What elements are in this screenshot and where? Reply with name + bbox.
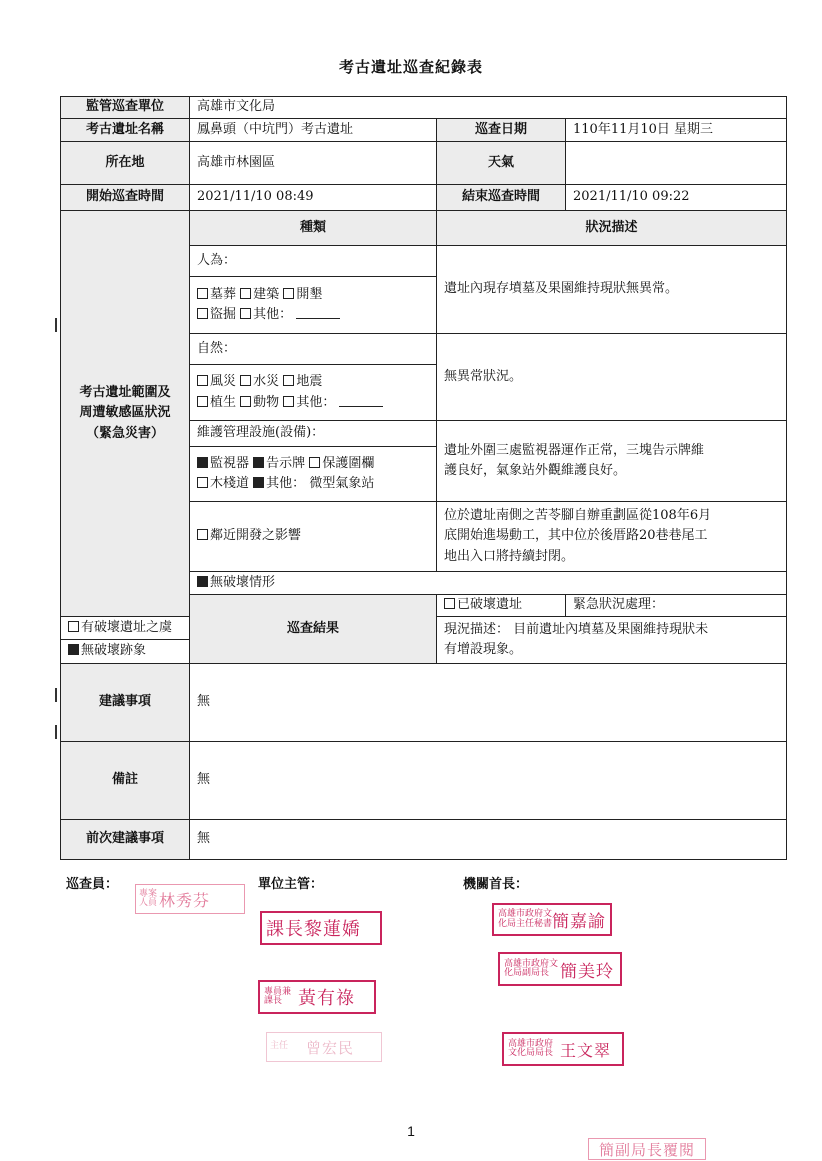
nearby-desc-line: 地出入口將持續封閉。: [444, 548, 575, 564]
section-label-line: 周遭敏感區狀況: [79, 405, 171, 421]
page-number: 1: [407, 1123, 415, 1139]
building-checkbox[interactable]: [240, 288, 251, 299]
center-director-stamp: 主任 曾宏民: [266, 1032, 382, 1062]
location-label: 所在地: [61, 142, 190, 185]
margin-mark: [55, 725, 57, 739]
nearby-desc-line: 位於遺址南側之苦苓腳自辦重劃區從108年6月: [444, 508, 712, 524]
start-time-value: 2021/11/10 08:49: [190, 185, 437, 211]
nearby-description: [437, 502, 787, 572]
result-none-cell: [61, 640, 190, 664]
nature-title: 自然：: [190, 334, 437, 365]
section-label: [61, 211, 190, 617]
damaged-checkbox[interactable]: [444, 598, 455, 609]
facility-title: 維護管理設施(設備)：: [190, 421, 437, 447]
sign-checkbox[interactable]: [253, 457, 264, 468]
result-damaged-cell: [437, 595, 566, 617]
margin-mark: [55, 688, 57, 702]
result-description: [437, 617, 787, 664]
section-chief-stamp: 課長黎蓮嬌: [260, 911, 382, 945]
nearby-checkbox[interactable]: [197, 529, 208, 540]
human-other-label: 其他：: [253, 307, 293, 322]
site-label: 考古遺址名稱: [61, 119, 190, 142]
fence-label: 保護圍欄: [322, 455, 375, 471]
no-damage-label: 無破壞情形: [210, 574, 276, 590]
human-other-checkbox[interactable]: [240, 308, 251, 319]
human-title: 人為：: [190, 246, 437, 277]
emergency-label: 緊急狀況處理：: [566, 595, 787, 617]
previous-row: [61, 820, 787, 860]
weather-value: [566, 142, 787, 185]
facility-other-text: 微型氣象站: [309, 476, 375, 491]
looting-checkbox[interactable]: [197, 308, 208, 319]
head-label: 機關首長：: [463, 877, 529, 892]
date-value: 110年11月10日 星期三: [566, 119, 787, 142]
facility-desc-line: 護良好，氣象站外觀維護良好。: [444, 463, 627, 478]
nature-other-blank: [339, 395, 383, 407]
nature-other-checkbox[interactable]: [283, 396, 294, 407]
facility-other-label: 其他：: [266, 476, 306, 491]
nearby-option: [190, 502, 437, 572]
result-desc-line: 有增設現象。: [444, 642, 523, 657]
secretary-stamp: 高雄市政府文化局主任秘書 簡嘉諭: [492, 903, 612, 936]
supervisor-label: 單位主管：: [258, 877, 324, 892]
nearby-desc-line: 底開始進場動工，其中位於後厝路20巷巷尾工: [444, 528, 708, 544]
end-time-value: 2021/11/10 09:22: [566, 185, 787, 211]
result-risk-cell: [61, 617, 190, 640]
no-trace-checkbox[interactable]: [68, 644, 79, 655]
typhoon-label: 風災: [210, 374, 237, 390]
monitor-checkbox[interactable]: [197, 457, 208, 468]
earthquake-checkbox[interactable]: [283, 375, 294, 386]
time-row: [61, 185, 787, 211]
suggestion-value: 無: [190, 664, 787, 742]
remark-label: 備註: [61, 742, 190, 820]
vegetation-checkbox[interactable]: [197, 396, 208, 407]
weather-label: 天氣: [437, 142, 566, 185]
previous-label: 前次建議事項: [61, 820, 190, 860]
result-desc-line: 現況描述： 目前遺址內墳墓及果園維持現狀未: [444, 621, 709, 637]
sign-label: 告示牌: [266, 455, 306, 471]
suggestion-label: 建議事項: [61, 664, 190, 742]
tomb-checkbox[interactable]: [197, 288, 208, 299]
unit-value: 高雄市文化局: [190, 97, 787, 119]
looting-label: 盜掘: [210, 307, 237, 322]
tomb-label: 墓葬: [210, 286, 237, 302]
inspection-form-table: [60, 96, 787, 860]
location-value: 高雄市林園區: [190, 142, 437, 185]
building-label: 建築: [253, 286, 280, 302]
boardwalk-label: 木棧道: [210, 476, 250, 491]
result-label: 巡查結果: [190, 595, 437, 664]
risk-label: 有破壞遺址之虞: [81, 619, 173, 635]
section-label-line: 考古遺址範圍及: [79, 385, 171, 401]
description-header: 狀況描述: [437, 211, 787, 246]
boardwalk-checkbox[interactable]: [197, 477, 208, 488]
remark-row: [61, 742, 787, 820]
damaged-label: 已破壞遺址: [457, 597, 523, 613]
approval-stamp: 簡副局長覆閱: [588, 1138, 706, 1160]
margin-mark: [55, 318, 57, 332]
facility-options: [190, 447, 437, 502]
unit-label: 監管巡查單位: [61, 97, 190, 119]
previous-value: 無: [190, 820, 787, 860]
facility-desc-line: 遺址外圍三處監視器運作正常，三塊告示牌維: [444, 442, 705, 458]
date-label: 巡查日期: [437, 119, 566, 142]
form-title: 考古遺址巡查紀錄表: [338, 58, 483, 76]
end-time-label: 結束巡查時間: [437, 185, 566, 211]
no-trace-label: 無破壞跡象: [81, 643, 147, 659]
fence-checkbox[interactable]: [309, 457, 320, 468]
specialist-stamp: 專員兼課長 黃有祿: [258, 980, 376, 1014]
director-stamp: 高雄市政府文化局局長 王文翠: [502, 1032, 624, 1066]
risk-checkbox[interactable]: [68, 621, 79, 632]
inspector-label: 巡查員：: [66, 877, 119, 892]
location-row: [61, 142, 787, 185]
human-description: 遺址內現存墳墓及果園維持現狀無異常。: [437, 246, 787, 334]
clearing-label: 開墾: [296, 286, 323, 302]
flood-label: 水災: [253, 374, 280, 390]
type-header: 種類: [190, 211, 437, 246]
suggestion-row: [61, 664, 787, 742]
animal-checkbox[interactable]: [240, 396, 251, 407]
monitor-label: 監視器: [210, 455, 250, 471]
no-damage-checkbox[interactable]: [197, 576, 208, 587]
start-time-label: 開始巡查時間: [61, 185, 190, 211]
human-options: [190, 277, 437, 334]
earthquake-label: 地震: [296, 374, 323, 390]
nature-description: 無異常狀況。: [437, 334, 787, 421]
site-value: 鳳鼻頭（中坑門）考古遺址: [190, 119, 437, 142]
nature-options: [190, 365, 437, 421]
inspector-stamp: 專案人員 林秀芬: [135, 884, 245, 914]
deputy-director-stamp: 高雄市政府文化局副局長 簡美玲: [498, 952, 622, 986]
no-damage-cell: [190, 572, 787, 595]
vegetation-label: 植生: [210, 394, 237, 410]
remark-value: 無: [190, 742, 787, 820]
animal-label: 動物: [253, 394, 280, 410]
unit-row: [61, 97, 787, 119]
nature-other-label: 其他：: [296, 394, 336, 410]
section-label-line: （緊急災害）: [85, 425, 164, 441]
typhoon-checkbox[interactable]: [197, 375, 208, 386]
site-row: [61, 119, 787, 142]
nearby-label: 鄰近開發之影響: [210, 528, 302, 544]
flood-checkbox[interactable]: [240, 375, 251, 386]
clearing-checkbox[interactable]: [283, 288, 294, 299]
facility-other-checkbox[interactable]: [253, 477, 264, 488]
section-header-row: [61, 211, 787, 246]
human-other-blank: [296, 307, 340, 319]
facility-description: [437, 421, 787, 502]
